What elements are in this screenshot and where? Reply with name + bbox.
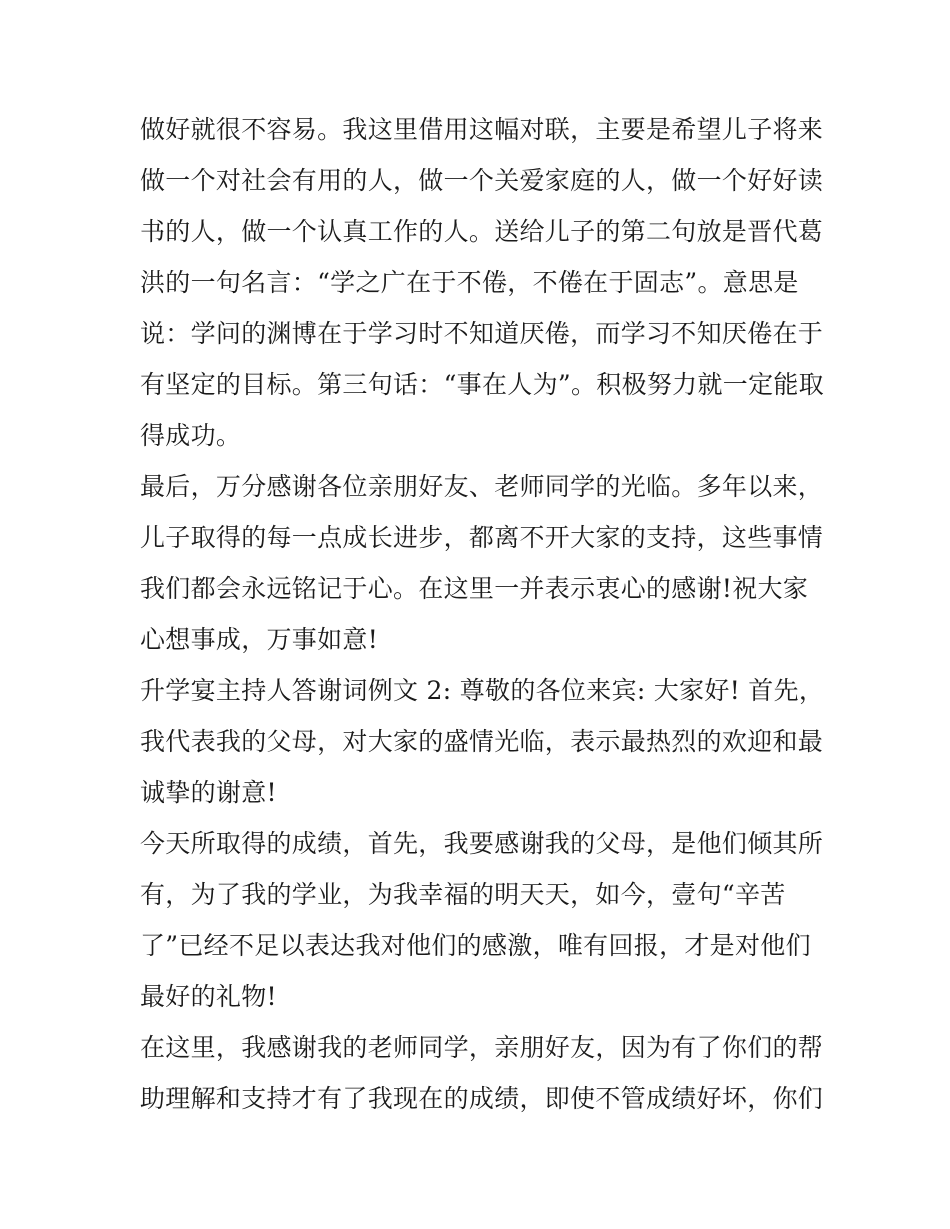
text-line: 说：学问的渊博在于学习时不知道厌倦，而学习不知厌倦在于 (140, 319, 824, 348)
text-line: 心想事成，万事如意! (140, 625, 379, 654)
text-line: 做一个对社会有用的人，做一个关爱家庭的人，做一个好好读 (140, 166, 824, 195)
body-text (140, 104, 825, 1124)
text-line: 我代表我的父母，对大家的盛情光临，表示最热烈的欢迎和最 (140, 727, 824, 756)
text-line: 书的人，做一个认真工作的人。送给儿子的第二句放是晋代葛 (140, 217, 824, 246)
text-line: 最后，万分感谢各位亲朋好友、老师同学的光临。多年以来， (140, 472, 824, 501)
text-line: 得成功。 (140, 421, 242, 450)
text-line: 有坚定的目标。第三句话：“事在人为”。积极努力就一定能取 (140, 370, 824, 399)
text-line: 诚挚的谢意! (140, 778, 277, 807)
text-line: 在这里，我感谢我的老师同学，亲朋好友，因为有了你们的帮 (140, 1033, 824, 1062)
text-line: 洪的一句名言：“学之广在于不倦，不倦在于固志”。意思是 (140, 268, 799, 297)
text-line: 做好就很不容易。我这里借用这幅对联，主要是希望儿子将来 (140, 115, 824, 144)
text-line: 助理解和支持才有了我现在的成绩，即使不管成绩好坏，你们 (140, 1084, 824, 1113)
text-line: 儿子取得的每一点成长进步，都离不开大家的支持，这些事情 (140, 523, 824, 552)
text-line: 最好的礼物! (140, 982, 277, 1011)
text-line: 今天所取得的成绩，首先，我要感谢我的父母，是他们倾其所 (140, 829, 824, 858)
text-line: 了”已经不足以表达我对他们的感激，唯有回报，才是对他们 (140, 931, 811, 960)
text-line: 升学宴主持人答谢词例文 2: 尊敬的各位来宾: 大家好! 首先， (140, 676, 825, 705)
text-line: 有，为了我的学业，为我幸福的明天天，如今，壹句“辛苦 (140, 880, 786, 909)
text-line: 我们都会永远铭记于心。在这里一并表示衷心的感谢!祝大家 (140, 574, 809, 603)
